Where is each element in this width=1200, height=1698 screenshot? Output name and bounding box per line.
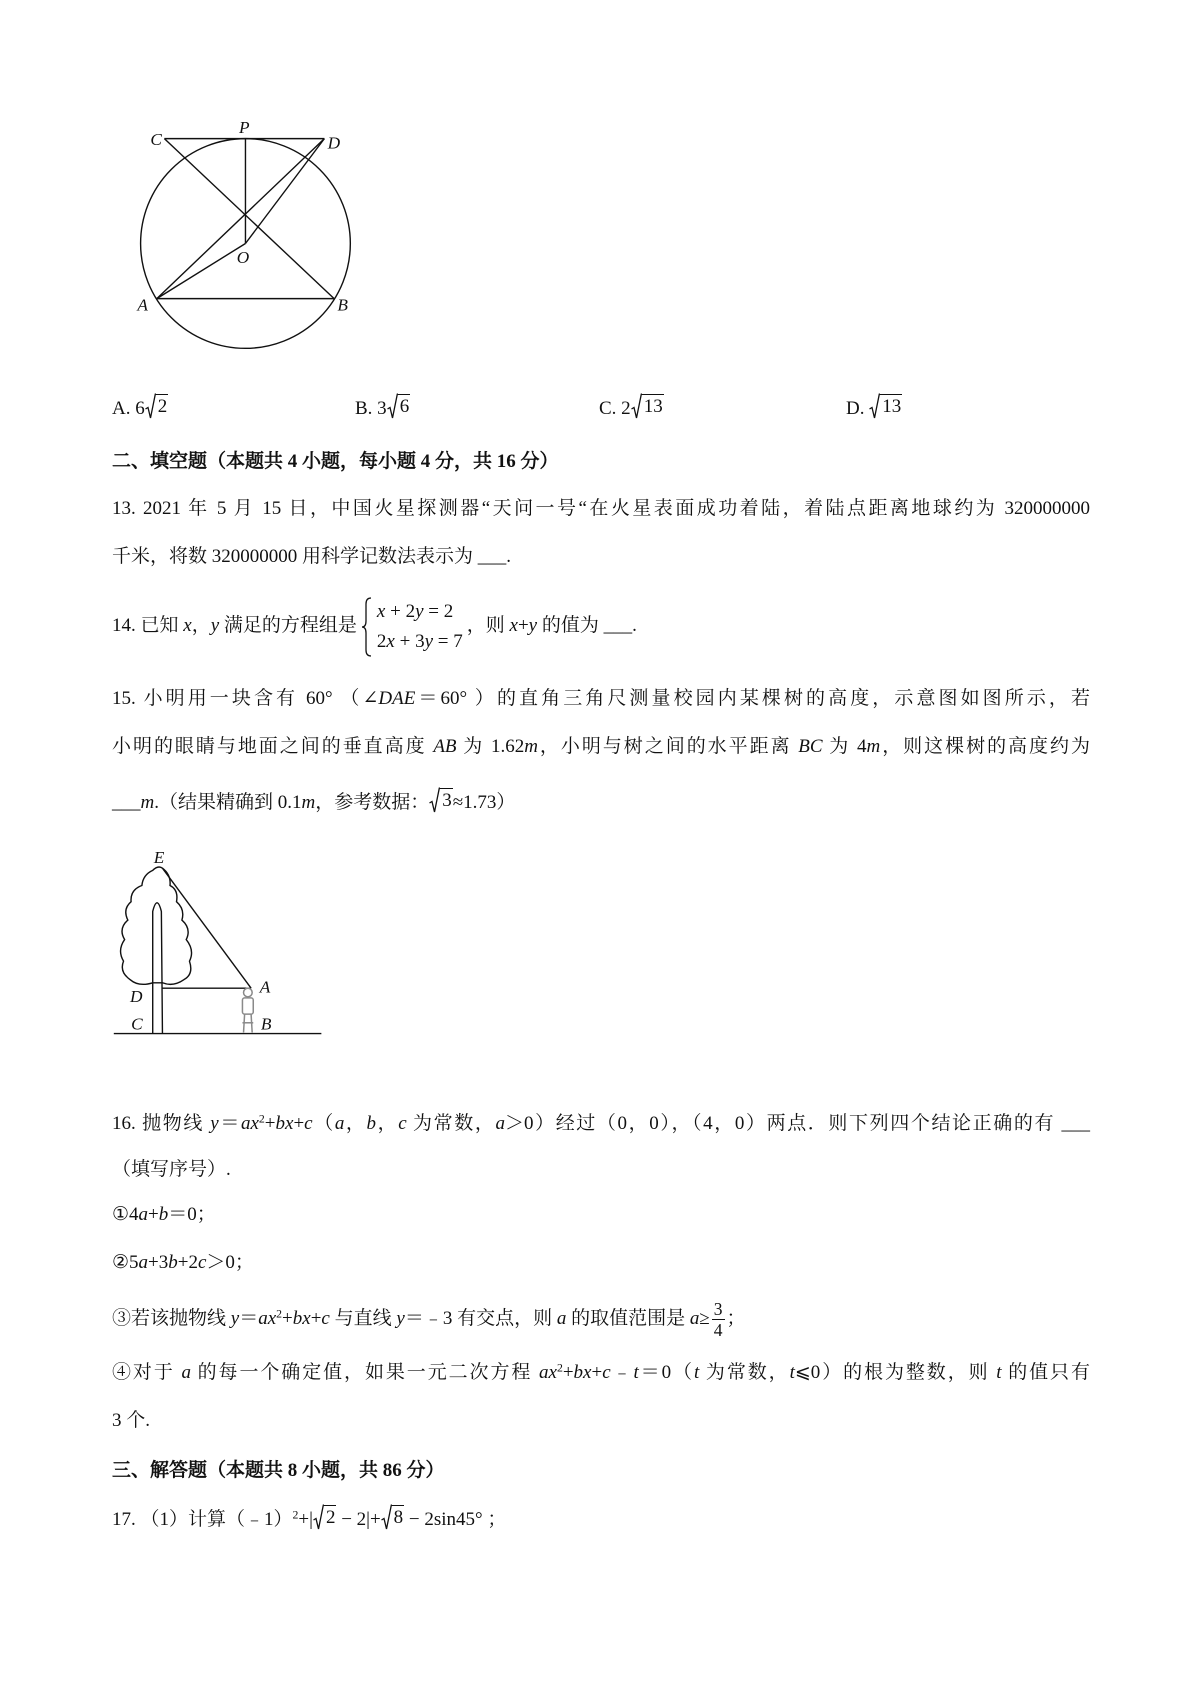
q15-line-3: ___m.（结果精确到 0.1m，参考数据： 3 ≈1.73） [112,787,515,815]
superscript: 2 [258,1112,265,1126]
superscript: 2 [292,1508,299,1522]
left-brace [361,597,373,657]
superscript: 2 [556,1361,563,1375]
math-variable: ax [240,1113,259,1134]
square-root [381,1504,405,1531]
math-variable: a [689,1308,700,1329]
math-variable: x [509,615,518,636]
tree-crown [121,867,192,984]
square-root [631,393,664,420]
math-variable: ax [258,1308,277,1329]
option-c: C. 2 13 [599,393,664,425]
math-variable: y [210,1113,219,1134]
math-variable: y [415,600,424,622]
q16-statement-4-line-1: ④对于 a 的每一个确定值，如果一元二次方程 $ax^2+bx+c﹣t=0(t$ 为常数，t⩽0）的根为整数，则 t 的值只有 [112,1361,1090,1383]
fraction [712,1299,725,1340]
equation-system [361,597,463,657]
section-2-title: 二、填空题（本题共 4 小题，每小题 4 分，共 16 分） [112,451,559,472]
label-b: B [260,1014,272,1034]
radical-sign [631,393,642,420]
math-variable: y [210,615,220,636]
label-c: C [131,1014,143,1034]
math-variable: BC [798,736,823,757]
math-variable: b [158,1204,169,1225]
option-d: D. 13 [846,393,902,425]
math-variable: t [633,1362,639,1383]
math-variable: a [138,1204,149,1225]
math-variable: m [301,792,316,813]
radicand: 2 [157,396,168,417]
radical-sign [313,1504,324,1531]
radicand: 3 [442,790,452,811]
radicand: 2 [325,1507,336,1528]
radical-sign [387,393,398,420]
math-variable: c [197,1252,207,1273]
math-variable: m [140,792,155,813]
label-a: A [259,977,271,997]
math-variable: c [304,1113,313,1134]
square-root [387,393,411,420]
math-variable: y [528,615,538,636]
segment-cb [164,139,334,299]
math-variable: x [183,615,192,636]
q13-line-1: 13. 2021 年 5 月 15 日，中国火星探测器“天问一号“在火星表面成功着陆，着陆点距离地球约为 320000000 [112,498,1090,519]
square-root [145,393,169,420]
segment-ao [157,243,246,298]
label-p: P [238,118,250,138]
equation-line: x + 2y = 2 [376,600,454,622]
label-e: E [153,847,165,867]
math-variable: b [366,1113,377,1134]
person-figure [242,988,253,1032]
square-root [869,393,902,420]
math-variable: t [693,1362,700,1383]
math-variable: a [495,1113,505,1134]
equation-line: 2x + 3y = 7 [376,630,463,652]
math-variable: a [334,1113,345,1134]
math-variable: c [602,1362,611,1383]
math-variable: b [168,1252,178,1273]
label-b: B [337,295,348,315]
superscript: 2 [276,1307,283,1321]
q15-line-1: 15. 小明用一块含有 60° （∠DAE＝60° ）的直角三角尺测量校园内某棵树的高度，示意图如图所示，若 [112,688,1090,709]
square-root [429,787,453,814]
square-root [313,1504,337,1531]
section-3-title: 三、解答题（本题共 8 小题，共 86 分） [112,1460,445,1481]
tree-trunk [153,903,163,1034]
label-d: D [327,133,341,153]
q15-line-2: 小明的眼睛与地面之间的垂直高度 AB 为 1.62m，小明与树之间的水平距离 BC 为 4m，则这棵树的高度约为 [112,736,1090,757]
math-variable: AB [433,736,457,757]
math-variable: a [556,1308,567,1329]
math-variable: t [996,1362,1002,1383]
segment-od [245,139,324,244]
segment-ea [162,868,251,988]
math-variable: m [524,736,538,757]
radicand: 13 [882,396,902,417]
circle-tangent-figure [135,117,357,357]
fraction-numerator: 3 [713,1299,723,1320]
math-variable: c [398,1113,407,1134]
math-variable: y [424,630,434,652]
math-variable: DAE [378,688,416,709]
math-variable: ax [539,1362,557,1383]
math-variable: t [789,1362,795,1383]
segment-ad [157,139,325,299]
q14-line-1: 14. 已知 x，y 满足的方程组是 x + 2y = 2 2x + 3y = 7 ，则 x+y 的值为 ___. [112,594,637,658]
option-b: B. 3 6 [355,393,410,425]
option-a: A. 6 2 [112,393,168,425]
label-a: A [137,295,148,315]
radical-sign [145,393,156,420]
q16-statement-2: ②5a+3b+2c＞0； [112,1252,254,1273]
label-o: O [236,247,250,267]
radicand: 8 [393,1507,404,1528]
math-variable: c [321,1308,330,1329]
equation-list [377,597,463,657]
math-variable: x [386,630,395,652]
radical-sign [429,787,440,814]
fraction-denominator: 4 [713,1320,723,1341]
radical-sign [381,1504,392,1531]
q13-line-2: 千米，将数 320000000 用科学记数法表示为 ___. [112,546,512,567]
math-variable: y [230,1308,240,1329]
q16-statement-4-line-2: 3 个. [112,1410,151,1431]
math-variable: a [181,1362,191,1383]
math-variable: x [376,600,386,622]
label-c: C [150,130,162,150]
q16-statement-1: ①4a+b＝0； [112,1204,216,1225]
label-d: D [130,987,143,1007]
math-variable: bx [292,1308,311,1329]
math-variable: m [866,736,881,757]
tree-measurement-figure [108,839,325,1039]
q16-line-2: （填写序号）. [112,1159,231,1180]
q17-line-1: 17. （1）计算（﹣1）$^2$+| 2 − 2|+ 8 − 2sin45° ； [112,1504,506,1532]
math-variable: y [396,1308,405,1329]
radical-sign [869,393,880,420]
math-variable: bx [573,1362,592,1383]
math-variable: a [138,1252,149,1273]
math-variable: bx [275,1113,294,1134]
radicand: 6 [399,396,410,417]
q16-statement-3: ③若该抛物线 $y=ax^2+bx+c$ 与直线 y＝﹣3 有交点，则 a 的取值范围是 a≥ $\frac{3}{4}$ ； [112,1299,746,1341]
radicand: 13 [643,396,663,417]
q16-line-1: 16. 抛物线 $y=ax^2+bx+c(a$，b，c 为常数，a＞0）经过（0，0），（4，0）两点．则下列四个结论正确的有 ___ [112,1112,1090,1134]
